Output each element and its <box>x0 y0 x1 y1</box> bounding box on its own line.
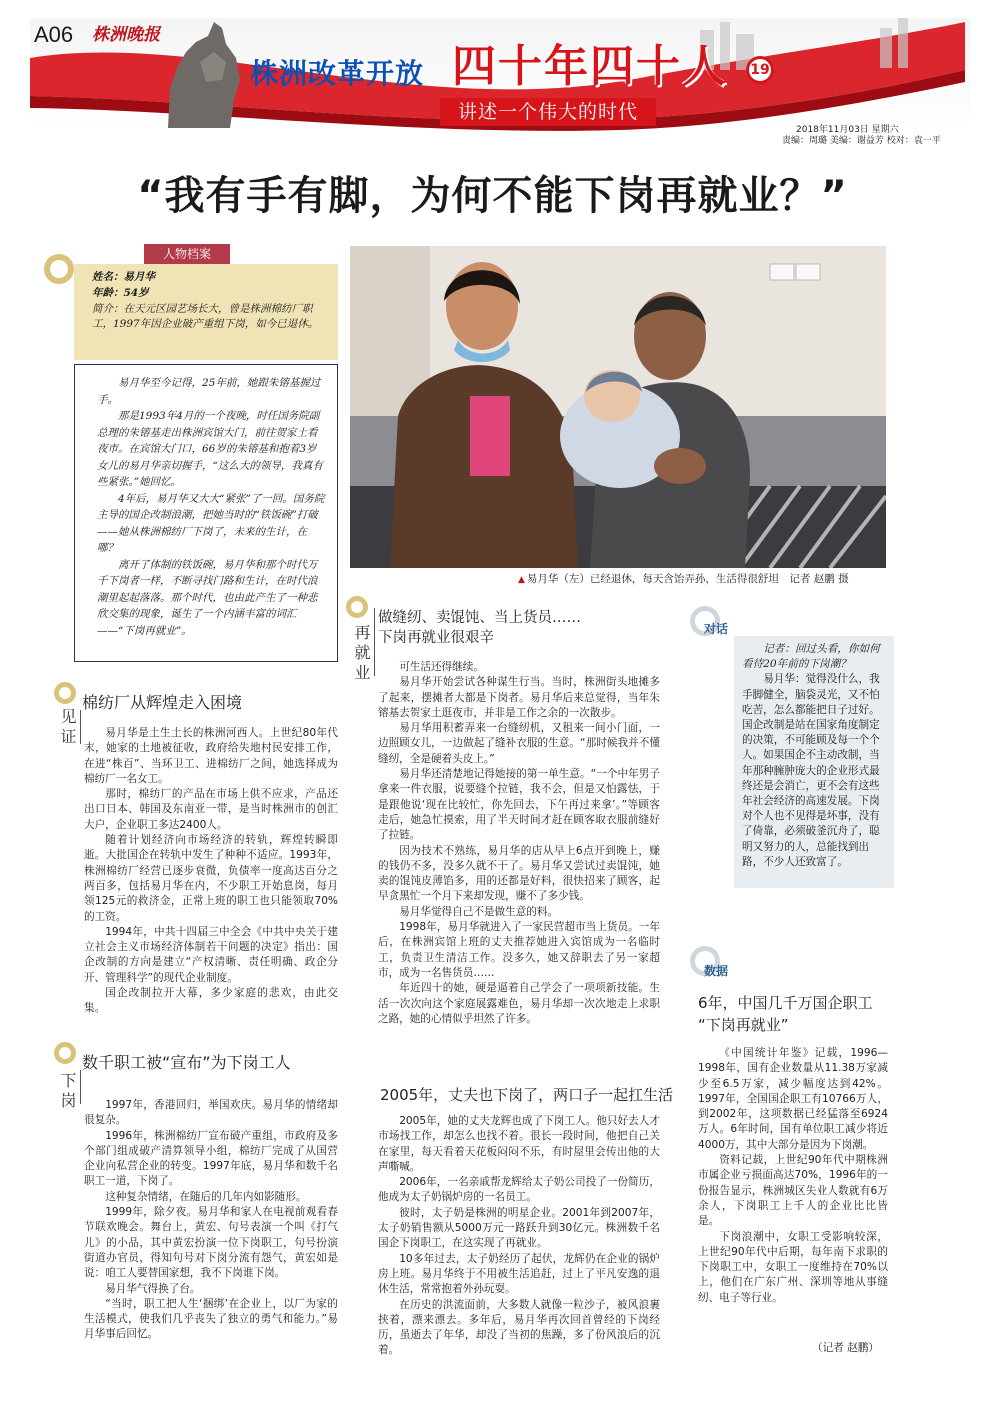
series-subtitle-ribbon <box>440 98 656 126</box>
section-marker-icon <box>54 682 76 704</box>
body-paragraph: 易月华觉得自己不是做生意的料。 <box>399 905 559 918</box>
body-paragraph: 《中国统计年鉴》记载，1996—1998年，国有企业数量从11.38万家减少至6.5万家，减少幅度达到42%。1997年，全国国企职工有10766万人，到2002年，这项数据已经猛落至6924万人。6年时间，国有单位职工减少将近4000万，其中大部分是因为下岗潮。 <box>698 1047 888 1151</box>
section-title-layoff: 数千职工被“宣布”为下岗工人 <box>82 1053 291 1072</box>
body-paragraph: 下岗浪潮中，女职工受影响较深，上世纪90年代中后期，每年南下求职的下岗职工中，女职工一度维持在70%以上，他们在广东广州、深圳等地从事缝纫、电子等行业。 <box>698 1230 888 1304</box>
series-title: 四十年四十人 <box>452 41 728 92</box>
dialogue-answer: 易月华：觉得没什么，我手脚健全，脑袋灵光，又不怕吃苦，怎么都能把日子过好。国企改制是站在国家角度制定的决策，不可能顾及每一个个人。如果国企不主动改制，当年那种臃肿庞大的企业形式最终还是会消亡，更不会有这些年社会经济的高速发展。下岗对个人也不见得是坏事，没有了倚靠，必须破釜沉舟了，聪明又努力的人，总能找到出路，不少人还致富了。 <box>742 673 880 868</box>
body-paragraph: “当时，职工把人生‘捆绑’在企业上，以厂为家的生活模式，使我们几乎丧失了独立的勇气和能力。”易月华事后回忆。 <box>84 1297 338 1341</box>
body-paragraph: 国企改制拉开大幕，多少家庭的悲欢，由此交集。 <box>84 987 338 1015</box>
body-paragraph: 易月华还清楚地记得她接的第一单生意。“一个中年男子拿来一件衣服，说要缝个拉链，我不会，但是又怕露怯，于是跟他说‘现在比较忙，你先回去，下午再过来拿’。”等顾客走后，她急忙摸索，用了半天时间才赶在顾客取衣服前缝好了拉链。 <box>378 768 660 842</box>
section-title-reemploy-line1: 做缝纫、卖馄饨、当上货员…… <box>378 610 581 626</box>
issue-date: 2018年11月03日 星期六 <box>796 125 899 135</box>
body-paragraph: 1997年，香港回归，举国欢庆。易月华的情绪却很复杂。 <box>84 1099 338 1127</box>
page-headline: “我有手有脚，为何不能下岗再就业？” <box>137 173 848 219</box>
reemploy-body <box>378 660 660 1027</box>
section-marker-icon <box>346 596 368 618</box>
dialogue-question: 记者：回过头看，你如何看待20年前的下岗潮？ <box>742 643 880 671</box>
intro-paragraph: 易月华至今记得，25年前，她跟朱镕基握过手。 <box>97 377 321 406</box>
data-title-line1: 6年，中国几千万国企职工 <box>698 994 873 1012</box>
body-paragraph: 随着计划经济向市场经济的转轨，辉煌转瞬即逝。大批国企在转轨中发生了种种不适应。1993年，株洲棉纺厂经营已逐步衰微，负债率一度高达百分之两百多，包括易月华在内，不少职工开始息岗，每月领125元的救济金，正常上班的职工也只能领取70%的工资。 <box>84 834 338 923</box>
body-paragraph: 2006年，一名亲戚帮龙辉给太子奶公司投了一份简历，他成为太子奶锅炉房的一名员工。 <box>378 1176 660 1204</box>
profile-name: 姓名：易月华 <box>92 271 155 283</box>
body-paragraph: 1996年，株洲棉纺厂宣布破产重组，市政府及多个部门组成破产清算领导小组，棉纺厂完成了从国营企业向私营企业的转变。1997年底，易月华和数千名职工一道，下岗了。 <box>84 1129 338 1188</box>
body-paragraph: 在历史的洪流面前，大多数人就像一粒沙子，被风浪裹挟着，漂来漂去。多年后，易月华再次回首曾经的下岗经历，虽逝去了年华，却没了当初的焦躁，多了份风浪后的沉着。 <box>378 1298 660 1357</box>
body-paragraph: 年近四十的她，硬是逼着自己学会了一项项新技能。生活一次次向这个家庭展露难色，易月华却一次次地走上求职之路，她的心情似乎坦然了许多。 <box>378 982 660 1025</box>
section-title-reemploy-line2: 下岗再就业很艰辛 <box>378 630 494 646</box>
section-label-witness: 见证 <box>58 708 77 748</box>
column-rule <box>80 710 81 744</box>
layoff-body <box>84 1098 338 1343</box>
body-paragraph: 因为技术不熟练，易月华的店从早上6点开到晚上，赚的钱仍不多，没多久就不干了。易月华又尝试过卖馄饨，她卖的馄饨皮薄馅多，用的还都是好料，很快招来了顾客，起早贪黑忙一个月下来却发现，赚不了多少钱。 <box>378 844 660 903</box>
data-tag: 数据 <box>704 964 729 978</box>
body-paragraph: 这种复杂情绪，在随后的几年内如影随形。 <box>105 1190 307 1203</box>
body-paragraph: 易月华用积蓄弄来一台缝纫机，又租来一间小门面，一边照顾女儿，一边做起了缝补衣服的生意。“那时候我并不懂缝纫，全是硬着头皮上。” <box>378 722 660 765</box>
body-paragraph: 1994年，中共十四届三中全会《中共中央关于建立社会主义市场经济体制若干问题的决定》指出：国企改制的方向是建立“产权清晰、责任明确、政企分开、管理科学”的现代企业制度。 <box>84 925 338 984</box>
data-title-line2: “下岗再就业” <box>698 1016 789 1034</box>
series-prefix: 株洲改革开放 <box>250 57 425 90</box>
column-rule <box>374 608 375 676</box>
husband-body <box>378 1114 660 1359</box>
profile-age: 年龄：54岁 <box>92 287 149 299</box>
newspaper-logo: 株洲晚报 <box>92 25 160 45</box>
section-title-husband: 2005年，丈夫也下岗了，两口子一起扛生活 <box>380 1086 674 1104</box>
body-paragraph: 易月华是土生土长的株洲河西人。上世纪80年代末，她家的土地被征收，政府给失地村民安排工作，在进“株百”、当环卫工、进棉纺厂之间，她选择成为棉纺厂一名女工。 <box>84 727 338 785</box>
body-paragraph: 1998年，易月华就进入了一家民营超市当上货员。一年后，在株洲宾馆上班的丈夫推荐她进入宾馆成为一名临时工，负责卫生清洁工作。没多久，她又辞职去了另一家超市，成为一名售货员…… <box>378 921 660 979</box>
news-photo <box>350 246 886 568</box>
section-title-witness: 棉纺厂从辉煌走入困境 <box>82 693 243 712</box>
column-rule <box>80 1070 81 1104</box>
section-label-layoff: 下岗 <box>58 1072 77 1112</box>
section-marker-icon <box>54 1042 76 1064</box>
body-paragraph: 2005年，她的丈夫龙辉也成了下岗工人。他只好去人才市场找工作，却怎么也找不着。很长一段时间，他把自己关在家里，每天看着天花板闷闷不乐，有时屋里会传出他的大声嘶喊。 <box>378 1115 660 1173</box>
body-paragraph: 彼时，太子奶是株洲的明星企业。2001年到2007年，太子奶销售额从5000万元一路跃升到30亿元。株洲数千名国企下岗职工，在这实现了再就业。 <box>378 1206 660 1250</box>
data-body <box>698 1046 888 1306</box>
body-paragraph: 易月华气得换了台。 <box>105 1282 201 1295</box>
witness-body <box>84 726 338 1017</box>
page-number: A06 <box>34 22 74 47</box>
body-paragraph: 那时，棉纺厂的产品在市场上供不应求，产品还出口日本、韩国及东南亚一带，是当时株洲市的创汇大户，企业职工多达2400人。 <box>84 788 338 831</box>
body-paragraph: 1999年，除夕夜。易月华和家人在电视前观看春节联欢晚会。舞台上，黄宏、句号表演一个叫《打气儿》的小品，其中黄宏扮演一位下岗职工，句号扮演街道办官员，得知句号对下岗分流有怨气，黄宏如是说：咱工人要替国家想，我不下岗谁下岗。 <box>84 1206 338 1280</box>
intro-paragraph: 4年后，易月华又大大“紧张”了一回。国务院主导的国企改制浪潮，把她当时的“铁饭碗”打破——她从株洲棉纺厂下岗了，未来的生计，在哪？ <box>97 492 325 554</box>
profile-tab: 人物档案 <box>144 244 230 264</box>
body-paragraph: 可生活还得继续。 <box>399 661 484 673</box>
body-paragraph: 易月华开始尝试各种谋生行当。当时，株洲街头地摊多了起来，摆摊者大都是下岗者。易月华后来总觉得，当年朱镕基去贺家土逛夜市，并非是工作之余的一次散步。 <box>378 676 660 719</box>
dialogue-box <box>734 636 894 888</box>
issue-number-badge: 19 <box>746 56 774 84</box>
editor-credits: 责编：周璐 美编：谢益芳 校对：袁一平 <box>782 136 941 146</box>
body-paragraph: 10多年过去，太子奶经历了起伏，龙辉仍在企业的锅炉房上班。易月华终于不用被生活追赶，过上了平凡安逸的退休生活，常常抱着外孙玩耍。 <box>378 1252 660 1296</box>
intro-paragraph: 离开了体制的铁饭碗，易月华和那个时代万千下岗者一样，不断寻找门路和生计，在时代浪潮里起起落落。那个时代，也由此产生了一种悲欣交集的现象，诞生了一个内涵丰富的词汇——“下岗再就业”。 <box>97 558 318 637</box>
photo-caption: ▲ 易月华（左）已经退休，每天含饴弄孙，生活得很舒坦 记者 赵鹏 摄 <box>518 571 849 586</box>
intro-paragraph: 那是1993年4月的一个夜晚，时任国务院副总理的朱镕基走出株洲宾馆大门，前往贺家土看夜市。在宾馆大门口，66岁的朱镕基和抱着3岁女儿的易月华亲切握手，“这么大的领导，我真有些紧张。”她回忆。 <box>97 410 323 488</box>
section-label-reemploy: 再就业 <box>352 624 371 684</box>
body-paragraph: 资料记载，上世纪90年代中期株洲市属企业亏损面高达70%，1996年的一份报告显示，株洲城区失业人数就有6万余人，下岗职工上千人的企业比比皆是。 <box>698 1154 888 1228</box>
section-marker-icon <box>44 254 74 284</box>
series-subtitle: 讲述一个伟大的时代 <box>458 101 639 123</box>
profile-summary: 简介：在天元区园艺场长大，曾是株洲棉纺厂职工，1997年因企业破产重组下岗，如今已退休。 <box>92 303 319 330</box>
dialogue-tag: 对话 <box>704 622 729 636</box>
intro-box <box>74 364 338 662</box>
profile-box <box>74 264 338 360</box>
data-byline: （记者 赵鹏） <box>812 1342 879 1354</box>
